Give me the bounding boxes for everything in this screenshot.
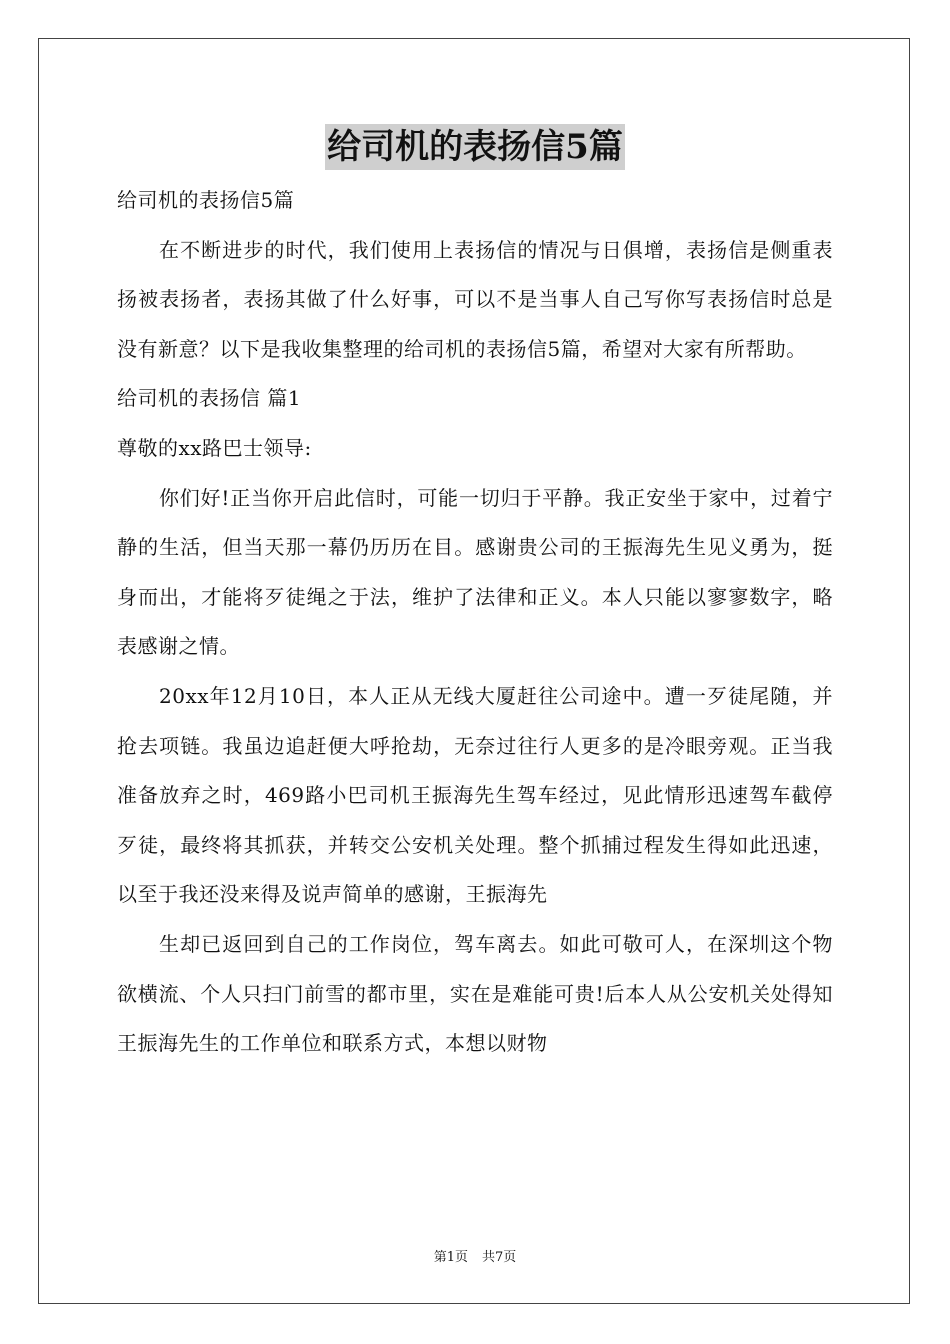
- salutation: 尊敬的xx路巴士领导:: [117, 435, 312, 460]
- document-title: 给司机的表扬信5篇: [325, 124, 625, 170]
- page-number: 第1页: [433, 1250, 468, 1265]
- section-heading: 给司机的表扬信 篇1: [117, 386, 302, 411]
- letter-paragraph: 你们好!正当你开启此信时，可能一切归于平静。我正安坐于家中，过着宁静的生活，但当天那一幕仍历历在目。感谢贵公司的王振海先生见义勇为，挺身而出，才能将歹徒绳之于法，维护了法律和正义。本人只能以寥寥数字，略表感谢之情。: [117, 485, 833, 659]
- intro-paragraph: 在不断进步的时代，我们使用上表扬信的情况与日俱增，表扬信是侧重表扬被表扬者，表扬其做了什么好事，可以不是当事人自己写你写表扬信时总是没有新意？以下是我收集整理的给司机的表扬信5篇，希望对大家有所帮助。: [117, 237, 833, 361]
- subtitle-line: 给司机的表扬信5篇: [117, 188, 295, 212]
- title-container: [0, 124, 950, 170]
- page-footer: [0, 1250, 950, 1266]
- page-total: 共7页: [482, 1250, 517, 1265]
- letter-paragraph: 生却已返回到自己的工作岗位，驾车离去。如此可敬可人，在深圳这个物欲横流、个人只扫门前雪的都市里，实在是难能可贵!后本人从公安机关处得知王振海先生的工作单位和联系方式，本想以财物: [117, 931, 833, 1056]
- letter-paragraph: 20xx年12月10日，本人正从无线大厦赶往公司途中。遭一歹徒尾随，并抢去项链。我虽边追赶便大呼抢劫，无奈过往行人更多的是冷眼旁观。正当我准备放弃之时，469路小巴司机王振海先生驾车经过，见此情形迅速驾车截停歹徒，最终将其抓获，并转交公安机关处理。整个抓捕过程发生得如此迅速，以至于我还没来得及说声简单的感谢，王振海先: [117, 683, 833, 907]
- document-body: [117, 176, 833, 1069]
